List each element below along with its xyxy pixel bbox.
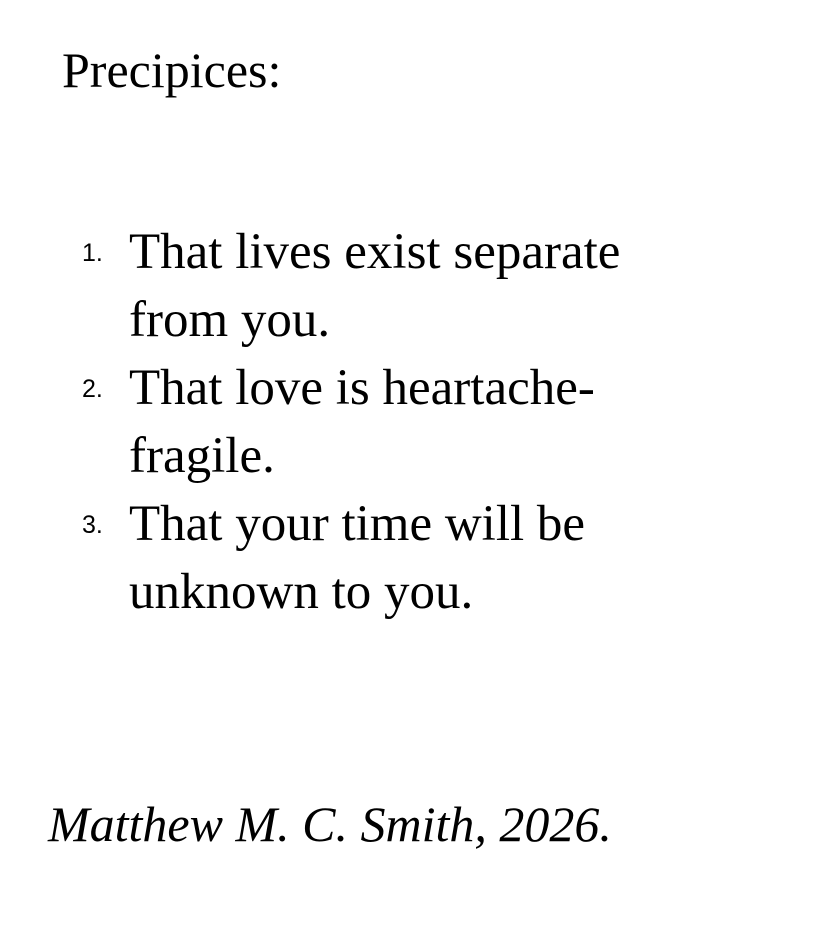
poem-line: That your time will be [129, 496, 586, 552]
list-item [0, 354, 689, 490]
poem-line: unknown to you. [129, 564, 474, 620]
list-item-number: 3. [82, 511, 103, 539]
list-item-number: 1. [82, 239, 103, 267]
poem-line: from you. [129, 292, 331, 348]
poem-list [0, 218, 689, 626]
poem-line: fragile. [129, 428, 275, 484]
author-signature: Matthew M. C. Smith, 2026. [48, 796, 612, 852]
list-item-number: 2. [82, 375, 103, 403]
poem-line: That love is heartache- [129, 360, 595, 416]
poem-line: That lives exist separate [129, 224, 621, 280]
poem-title: Precipices: [62, 42, 282, 98]
list-item [0, 490, 689, 626]
list-item [0, 218, 689, 354]
